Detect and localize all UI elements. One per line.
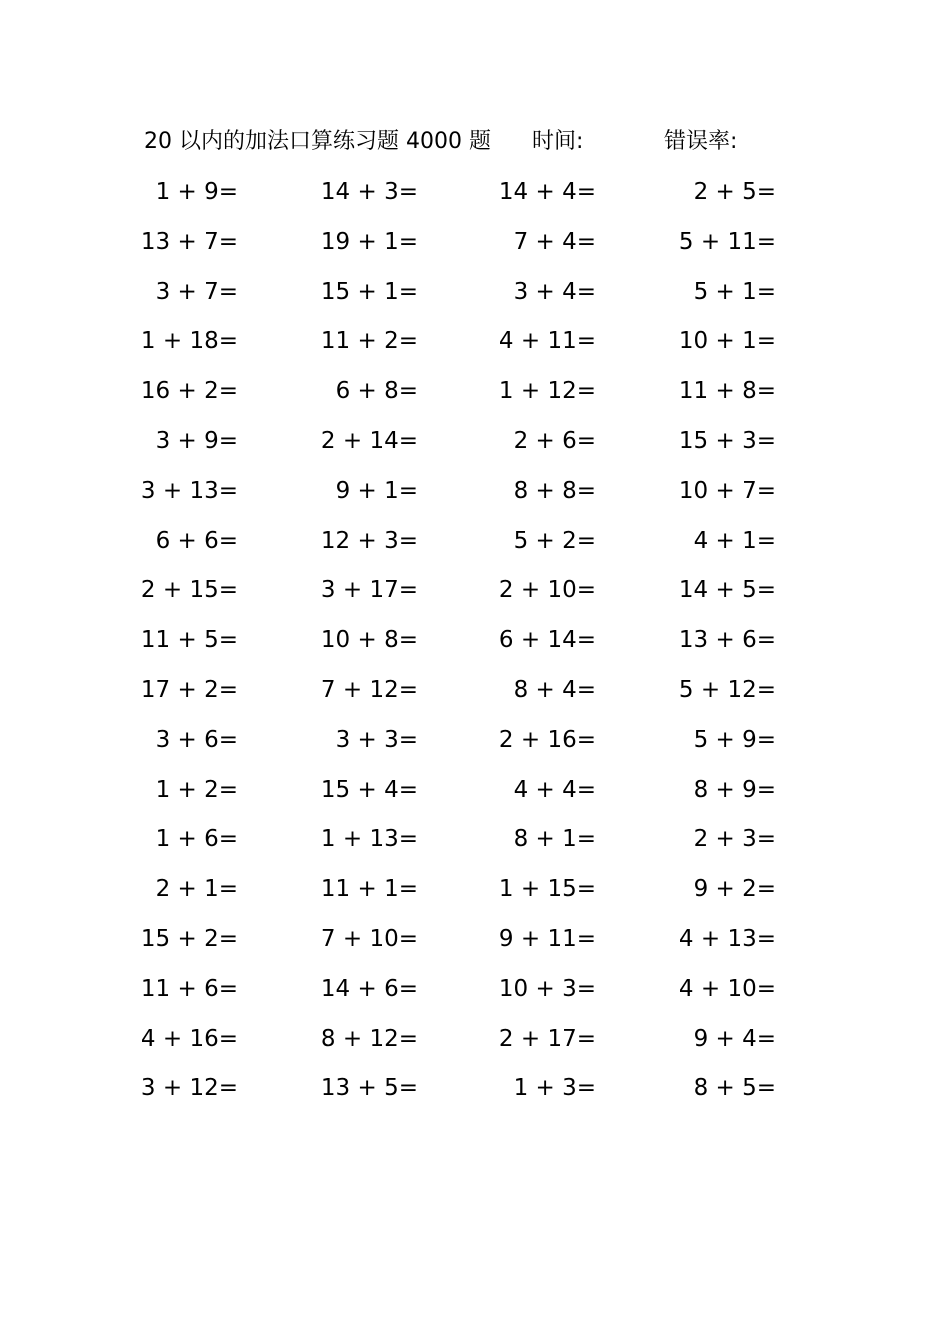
addition-problem: 2 + 10=	[498, 577, 596, 604]
addition-problem: 1 + 15=	[498, 876, 596, 903]
addition-problem: 16 + 2=	[140, 378, 238, 405]
addition-problem: 8 + 5=	[693, 1075, 776, 1102]
addition-problem: 12 + 3=	[320, 527, 418, 554]
addition-problem: 10 + 8=	[320, 627, 418, 654]
problem-row	[0, 222, 950, 272]
addition-problem: 3 + 4=	[513, 278, 596, 305]
problem-row	[0, 521, 950, 571]
problem-row	[0, 1019, 950, 1069]
addition-problem: 4 + 13=	[678, 925, 776, 952]
problem-row	[0, 172, 950, 222]
addition-problem: 1 + 9=	[155, 179, 238, 205]
addition-problem: 7 + 12=	[320, 676, 418, 703]
addition-problem: 2 + 16=	[498, 726, 596, 753]
addition-problem: 2 + 15=	[140, 577, 238, 604]
problem-row	[0, 570, 950, 620]
problem-row	[0, 919, 950, 969]
addition-problem: 3 + 7=	[155, 278, 238, 305]
problem-row	[0, 770, 950, 820]
problem-row	[0, 371, 950, 421]
addition-problem: 7 + 10=	[320, 925, 418, 952]
addition-problem: 1 + 3=	[513, 1075, 596, 1102]
addition-problem: 4 + 4=	[513, 776, 596, 803]
worksheet-header	[0, 126, 950, 158]
addition-problem: 6 + 14=	[498, 627, 596, 654]
addition-problem: 9 + 1=	[335, 477, 418, 504]
time-label: 时间:	[532, 129, 584, 154]
addition-problem: 6 + 8=	[335, 378, 418, 405]
addition-problem: 4 + 11=	[498, 328, 596, 355]
addition-problem: 8 + 9=	[693, 776, 776, 803]
addition-problem: 11 + 6=	[140, 975, 238, 1002]
addition-problem: 7 + 4=	[513, 228, 596, 255]
addition-problem: 1 + 18=	[140, 328, 238, 355]
addition-problem: 9 + 2=	[693, 876, 776, 903]
problem-row	[0, 272, 950, 322]
addition-problem: 1 + 2=	[155, 776, 238, 803]
addition-problem: 14 + 3=	[320, 179, 418, 205]
addition-problem: 9 + 4=	[693, 1025, 776, 1052]
addition-problem: 10 + 1=	[678, 328, 776, 355]
addition-problem: 14 + 4=	[498, 179, 596, 205]
addition-problem: 14 + 6=	[320, 975, 418, 1002]
addition-problem: 3 + 17=	[320, 577, 418, 604]
problem-row	[0, 421, 950, 471]
addition-problem: 13 + 5=	[320, 1075, 418, 1102]
addition-problem: 1 + 6=	[155, 826, 238, 853]
problem-row	[0, 1068, 950, 1118]
addition-problem: 15 + 2=	[140, 925, 238, 952]
addition-problem: 11 + 1=	[320, 876, 418, 903]
addition-problem: 5 + 9=	[693, 726, 776, 753]
addition-problem: 19 + 1=	[320, 228, 418, 255]
addition-problem: 10 + 7=	[678, 477, 776, 504]
worksheet-title: 20 以内的加法口算练习题 4000 题	[144, 129, 491, 154]
addition-problem: 4 + 10=	[678, 975, 776, 1002]
addition-problem: 15 + 3=	[678, 427, 776, 454]
addition-problem: 11 + 5=	[140, 627, 238, 654]
problem-row	[0, 819, 950, 869]
addition-problem: 6 + 6=	[155, 527, 238, 554]
addition-problem: 3 + 9=	[155, 427, 238, 454]
addition-problem: 2 + 6=	[513, 427, 596, 454]
problem-row	[0, 321, 950, 371]
addition-problem: 5 + 2=	[513, 527, 596, 554]
addition-problem: 1 + 13=	[320, 826, 418, 853]
problem-grid	[0, 172, 950, 1118]
addition-problem: 8 + 4=	[513, 676, 596, 703]
problem-row	[0, 471, 950, 521]
addition-problem: 17 + 2=	[140, 676, 238, 703]
addition-problem: 5 + 11=	[678, 228, 776, 255]
addition-problem: 4 + 16=	[140, 1025, 238, 1052]
addition-problem: 10 + 3=	[498, 975, 596, 1002]
addition-problem: 2 + 3=	[693, 826, 776, 853]
addition-problem: 15 + 1=	[320, 278, 418, 305]
addition-problem: 14 + 5=	[678, 577, 776, 604]
problem-row	[0, 670, 950, 720]
problem-row	[0, 969, 950, 1019]
addition-problem: 4 + 1=	[693, 527, 776, 554]
problem-row	[0, 620, 950, 670]
problem-row	[0, 869, 950, 919]
addition-problem: 2 + 14=	[320, 427, 418, 454]
addition-problem: 8 + 1=	[513, 826, 596, 853]
error-rate-label: 错误率:	[664, 129, 738, 154]
addition-problem: 2 + 17=	[498, 1025, 596, 1052]
addition-problem: 13 + 7=	[140, 228, 238, 255]
problem-row	[0, 720, 950, 770]
addition-problem: 11 + 8=	[678, 378, 776, 405]
addition-problem: 8 + 8=	[513, 477, 596, 504]
addition-problem: 3 + 13=	[140, 477, 238, 504]
addition-problem: 3 + 3=	[335, 726, 418, 753]
addition-problem: 5 + 12=	[678, 676, 776, 703]
addition-problem: 5 + 1=	[693, 278, 776, 305]
addition-problem: 8 + 12=	[320, 1025, 418, 1052]
addition-problem: 3 + 12=	[140, 1075, 238, 1102]
addition-problem: 15 + 4=	[320, 776, 418, 803]
addition-problem: 2 + 5=	[693, 179, 776, 205]
addition-problem: 2 + 1=	[155, 876, 238, 903]
addition-problem: 1 + 12=	[498, 378, 596, 405]
addition-problem: 3 + 6=	[155, 726, 238, 753]
addition-problem: 9 + 11=	[498, 925, 596, 952]
addition-problem: 11 + 2=	[320, 328, 418, 355]
addition-problem: 13 + 6=	[678, 627, 776, 654]
